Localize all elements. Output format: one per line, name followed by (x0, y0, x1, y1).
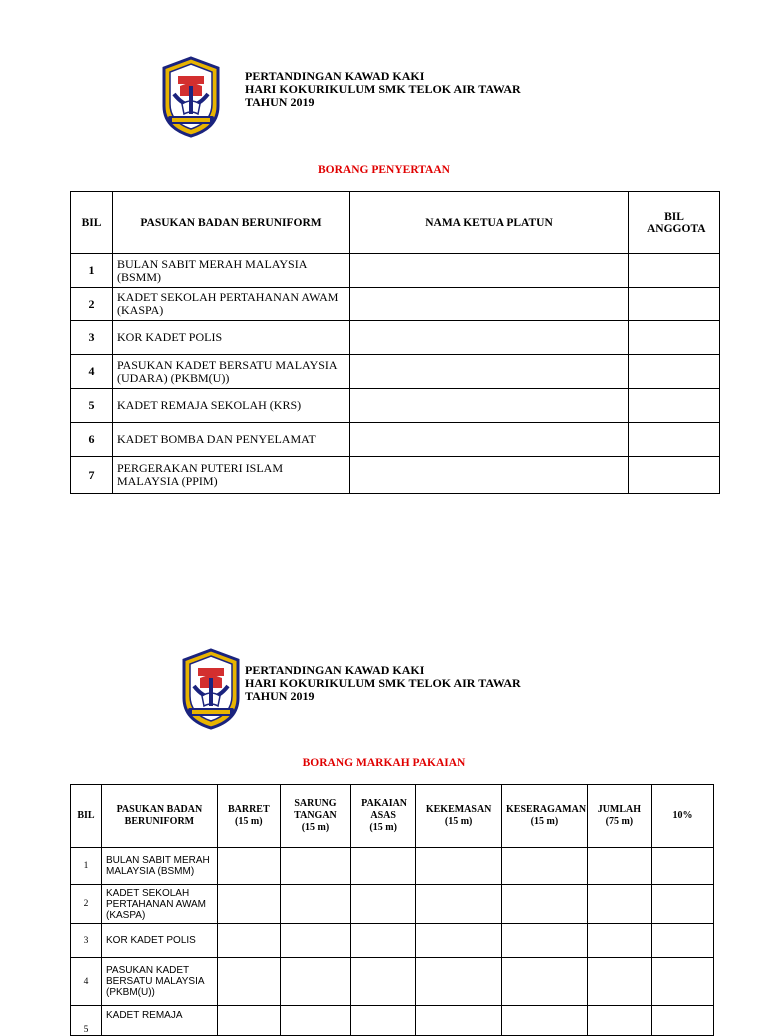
table-row: 7 PERGERAKAN PUTERI ISLAM MALAYSIA (PPIM) (71, 457, 720, 494)
mark-cell[interactable] (351, 924, 416, 958)
mark-cell[interactable] (351, 885, 416, 924)
table-row: 4 PASUKAN KADET BERSATU MALAYSIA (UDARA) (PKBM(U)) (71, 355, 720, 389)
col-header-bil-anggota: BIL ANGGOTA (629, 192, 720, 254)
table-row: 5 KADET REMAJA SEKOLAH (KRS) (71, 389, 720, 423)
mark-cell[interactable] (502, 1006, 588, 1036)
year-title: TAHUN 2019 (245, 95, 315, 109)
mark-cell[interactable] (502, 885, 588, 924)
mark-cell[interactable] (280, 885, 350, 924)
mark-cell[interactable] (280, 848, 350, 885)
header-block (245, 664, 521, 703)
cell-bil-anggota[interactable] (629, 321, 720, 355)
mark-cell[interactable] (651, 848, 713, 885)
mark-cell[interactable] (416, 924, 502, 958)
mark-cell[interactable] (217, 1006, 280, 1036)
cell-nama-ketua[interactable] (350, 321, 629, 355)
mark-cell[interactable] (416, 848, 502, 885)
cell-bil-anggota[interactable] (629, 288, 720, 321)
table-row: 4 PASUKAN KADET BERSATU MALAYSIA (PKBM(U)) (71, 958, 714, 1006)
cell-nama-ketua[interactable] (350, 288, 629, 321)
col-header-pakaian-asas: PAKAIAN ASAS (15 m) (351, 785, 416, 848)
school-crest-icon (180, 648, 242, 730)
uniform-marks-table (70, 784, 714, 1036)
cell-nama-ketua[interactable] (350, 423, 629, 457)
mark-cell[interactable] (280, 958, 350, 1006)
table-row: 2 KADET SEKOLAH PERTAHANAN AWAM (KASPA) (71, 288, 720, 321)
table-row: 1 BULAN SABIT MERAH MALAYSIA (BSMM) (71, 848, 714, 885)
mark-cell[interactable] (587, 958, 651, 1006)
col-header-keseragaman: KESERAGAMAN (15 m) (502, 785, 588, 848)
mark-cell[interactable] (217, 848, 280, 885)
mark-cell[interactable] (217, 885, 280, 924)
col-header-bil: BIL (71, 785, 102, 848)
table-row: 6 KADET BOMBA DAN PENYELAMAT (71, 423, 720, 457)
cell-nama-ketua[interactable] (350, 254, 629, 288)
cell-bil-anggota[interactable] (629, 423, 720, 457)
col-header-bil: BIL (71, 192, 113, 254)
mark-cell[interactable] (587, 924, 651, 958)
mark-cell[interactable] (217, 958, 280, 1006)
competition-title: PERTANDINGAN KAWAD KAKI (245, 663, 425, 677)
mark-cell[interactable] (587, 848, 651, 885)
mark-cell[interactable] (587, 885, 651, 924)
mark-cell[interactable] (416, 1006, 502, 1036)
mark-cell[interactable] (280, 924, 350, 958)
mark-cell[interactable] (280, 1006, 350, 1036)
col-header-pasukan: PASUKAN BADAN BERUNIFORM (102, 785, 218, 848)
mark-cell[interactable] (217, 924, 280, 958)
mark-cell[interactable] (416, 885, 502, 924)
event-title: HARI KOKURIKULUM SMK TELOK AIR TAWAR (245, 82, 521, 96)
mark-cell[interactable] (502, 848, 588, 885)
table-row: 3 KOR KADET POLIS (71, 321, 720, 355)
mark-cell[interactable] (351, 848, 416, 885)
table-row: 2 KADET SEKOLAH PERTAHANAN AWAM (KASPA) (71, 885, 714, 924)
cell-bil-anggota[interactable] (629, 457, 720, 494)
mark-cell[interactable] (416, 958, 502, 1006)
school-crest-icon (160, 56, 222, 138)
mark-cell[interactable] (651, 1006, 713, 1036)
cell-bil-anggota[interactable] (629, 254, 720, 288)
mark-cell[interactable] (502, 924, 588, 958)
col-header-10-percent: 10% (651, 785, 713, 848)
col-header-nama-ketua: NAMA KETUA PLATUN (350, 192, 629, 254)
table-row: 5 KADET REMAJA (71, 1006, 714, 1036)
mark-cell[interactable] (587, 1006, 651, 1036)
col-header-sarung-tangan: SARUNG TANGAN (15 m) (280, 785, 350, 848)
header-block (245, 70, 521, 109)
mark-cell[interactable] (651, 924, 713, 958)
mark-cell[interactable] (351, 1006, 416, 1036)
mark-cell[interactable] (351, 958, 416, 1006)
col-header-barret: BARRET (15 m) (217, 785, 280, 848)
table-row: 1 BULAN SABIT MERAH MALAYSIA (BSMM) (71, 254, 720, 288)
table-row: 3 KOR KADET POLIS (71, 924, 714, 958)
cell-nama-ketua[interactable] (350, 457, 629, 494)
cell-nama-ketua[interactable] (350, 389, 629, 423)
year-title: TAHUN 2019 (245, 689, 315, 703)
col-header-pasukan: PASUKAN BADAN BERUNIFORM (113, 192, 350, 254)
cell-nama-ketua[interactable] (350, 355, 629, 389)
form-title-markah-pakaian: BORANG MARKAH PAKAIAN (302, 757, 466, 769)
cell-bil-anggota[interactable] (629, 389, 720, 423)
col-header-kekemasan: KEKEMASAN (15 m) (416, 785, 502, 848)
mark-cell[interactable] (502, 958, 588, 1006)
mark-cell[interactable] (651, 958, 713, 1006)
mark-cell[interactable] (651, 885, 713, 924)
competition-title: PERTANDINGAN KAWAD KAKI (245, 69, 425, 83)
participation-table (70, 191, 720, 494)
col-header-jumlah: JUMLAH (75 m) (587, 785, 651, 848)
event-title: HARI KOKURIKULUM SMK TELOK AIR TAWAR (245, 676, 521, 690)
form-title-penyertaan: BORANG PENYERTAAN (318, 164, 450, 176)
cell-bil-anggota[interactable] (629, 355, 720, 389)
